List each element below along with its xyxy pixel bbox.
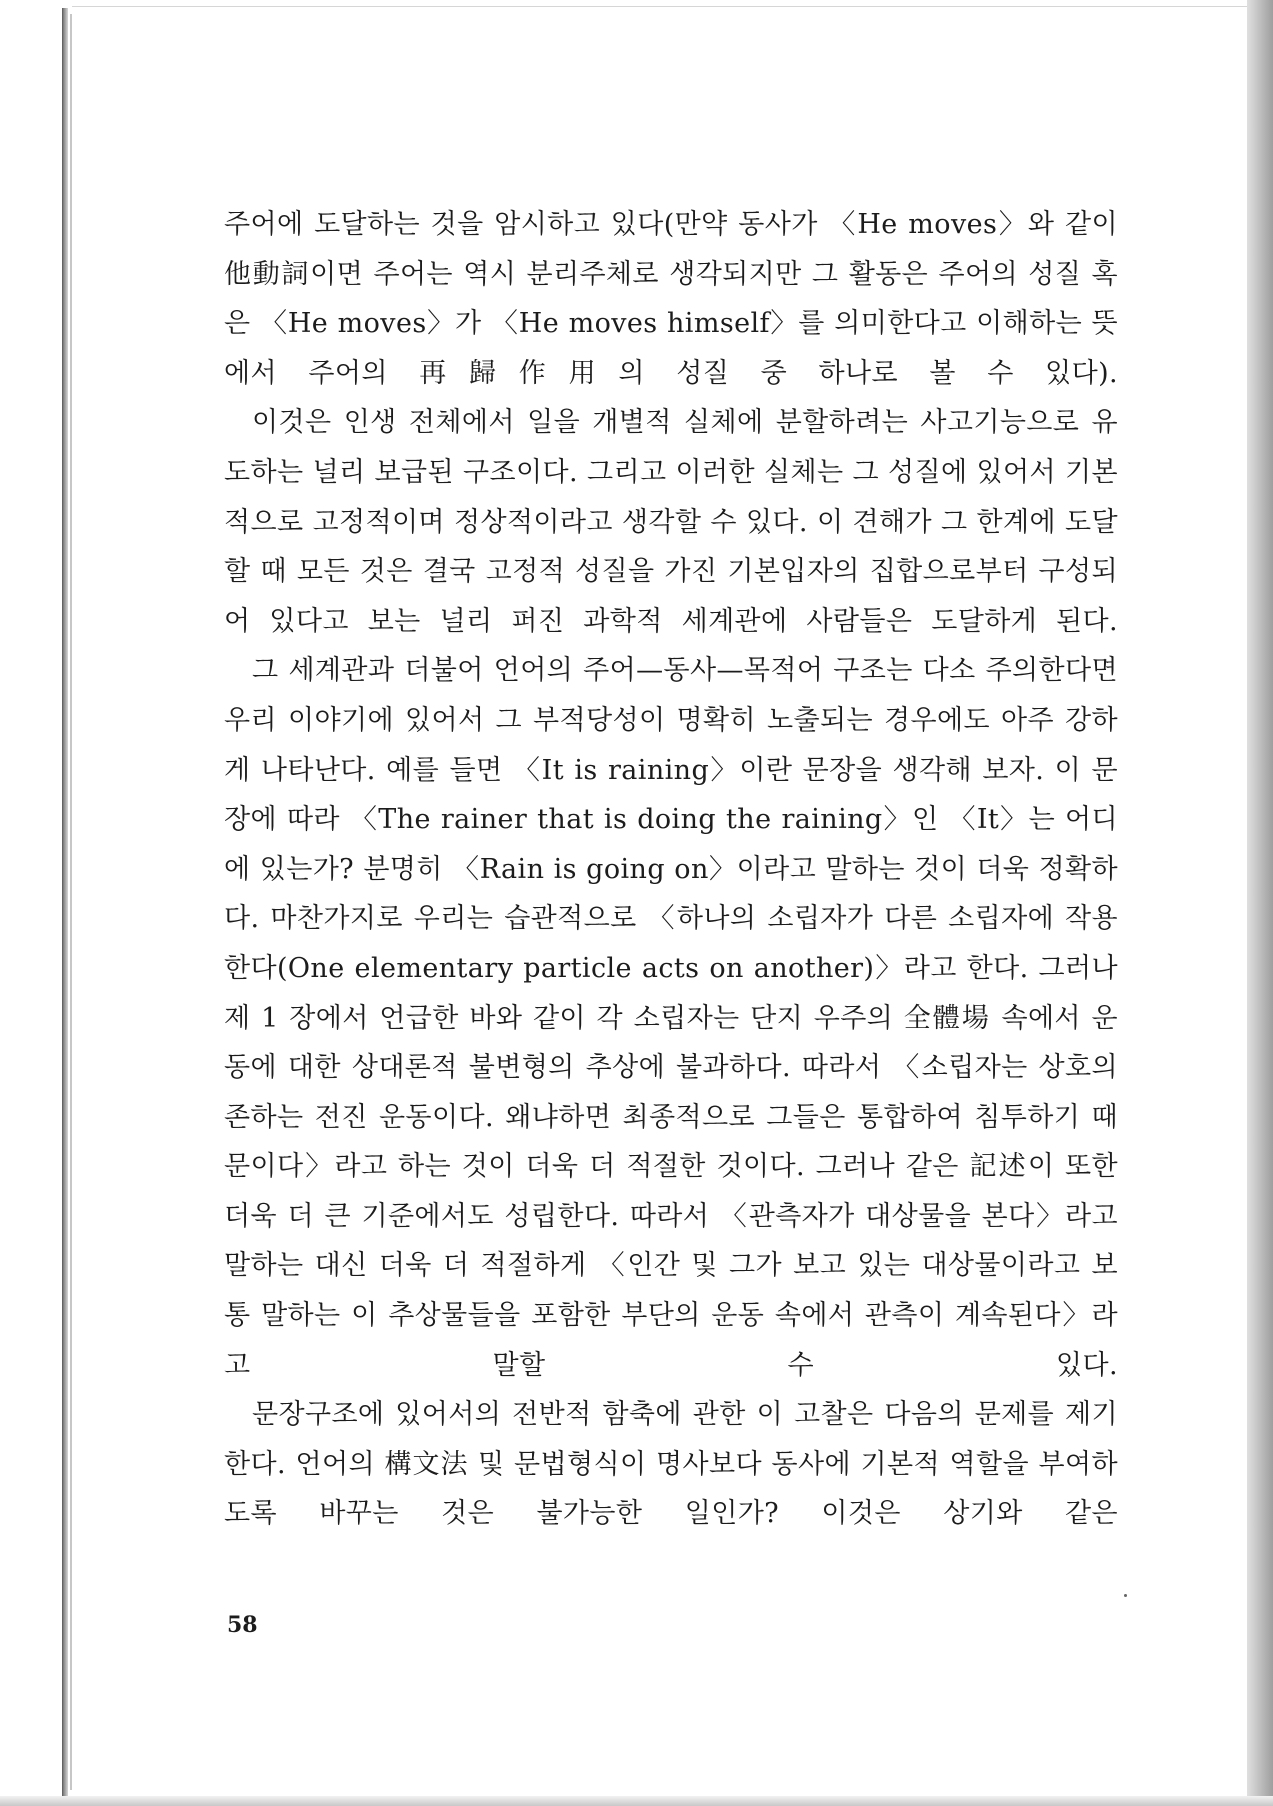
paragraph-4: 문장구조에 있어서의 전반적 함축에 관한 이 고찰은 다음의 문제를 제기한다. 언어의 構文法 및 문법형식이 명사보다 동사에 기본적 역할을 부여하도록 바꾸는 것은 불가능한 일인가? 이것은 상기와 같은: [224, 1399, 1118, 1530]
paragraph-3: 그 세계관과 더불어 언어의 주어—동사—목적어 구조는 다소 주의한다면 우리 이야기에 있어서 그 부적당성이 명확히 노출되는 경우에도 아주 강하게 나타난다. 예를 들면 〈It is raining〉이란 문장을 생각해 보자. 이 문장에 따라 〈The rainer that is doing the raining〉인 〈It〉는 어디에 있는가? 분명히 〈Rain is going on〉이라고 말하는 것이 더욱 정확하다. 마찬가지로 우리는 습관적으로 〈하나의 소립자가 다른 소립자에 작용한다(One elementary particle acts on another)〉라고 한다. 그러나 제 1 장에서 언급한 바와 같이 각 소립자는 단지 우주의 全體場 속에서 운동에 대한 상대론적 불변형의 추상에 불과하다. 따라서 〈소립자는 상호의존하는 전진 운동이다. 왜냐하면 최종적으로 그들은 통합하여 침투하기 때문이다〉라고 하는 것이 더욱 더 적절한 것이다. 그러나 같은 記述이 또한 더욱 더 큰 기준에서도 성립한다. 따라서 〈관측자가 대상물을 본다〉라고 말하는 대신 더욱 더 적절하게 〈인간 및 그가 보고 있는 대상물이라고 보통 말하는 이 추상물들을 포함한 부단의 운동 속에서 관측이 계속된다〉라고 말할 수 있다.: [224, 655, 1118, 1381]
scan-speck: [1124, 1594, 1127, 1597]
page-body-text: [224, 200, 1118, 1539]
paragraph-2: 이것은 인생 전체에서 일을 개별적 실체에 분할하려는 사고기능으로 유도하는 널리 보급된 구조이다. 그리고 이러한 실체는 그 성질에 있어서 기본적으로 고정적이며 정상적이라고 생각할 수 있다. 이 견해가 그 한계에 도달할 때 모든 것은 결국 고정적 성질을 가진 기본입자의 집합으로부터 구성되어 있다고 보는 널리 퍼진 과학적 세계관에 사람들은 도달하게 된다.: [224, 407, 1118, 637]
page-right-shadow: [1247, 0, 1273, 1806]
paragraph-1: 주어에 도달하는 것을 암시하고 있다(만약 동사가 〈He moves〉와 같이 他動詞이면 주어는 역시 분리주체로 생각되지만 그 활동은 주어의 성질 혹은 〈He moves〉가 〈He moves himself〉를 의미한다고 이해하는 뜻에서 주어의 再歸作用의 성질 중 하나로 볼 수 있다).: [224, 209, 1118, 389]
page-bottom-shadow: [0, 1796, 1273, 1806]
page-number: 58: [227, 1612, 258, 1638]
book-spine-edge: [62, 8, 68, 1798]
